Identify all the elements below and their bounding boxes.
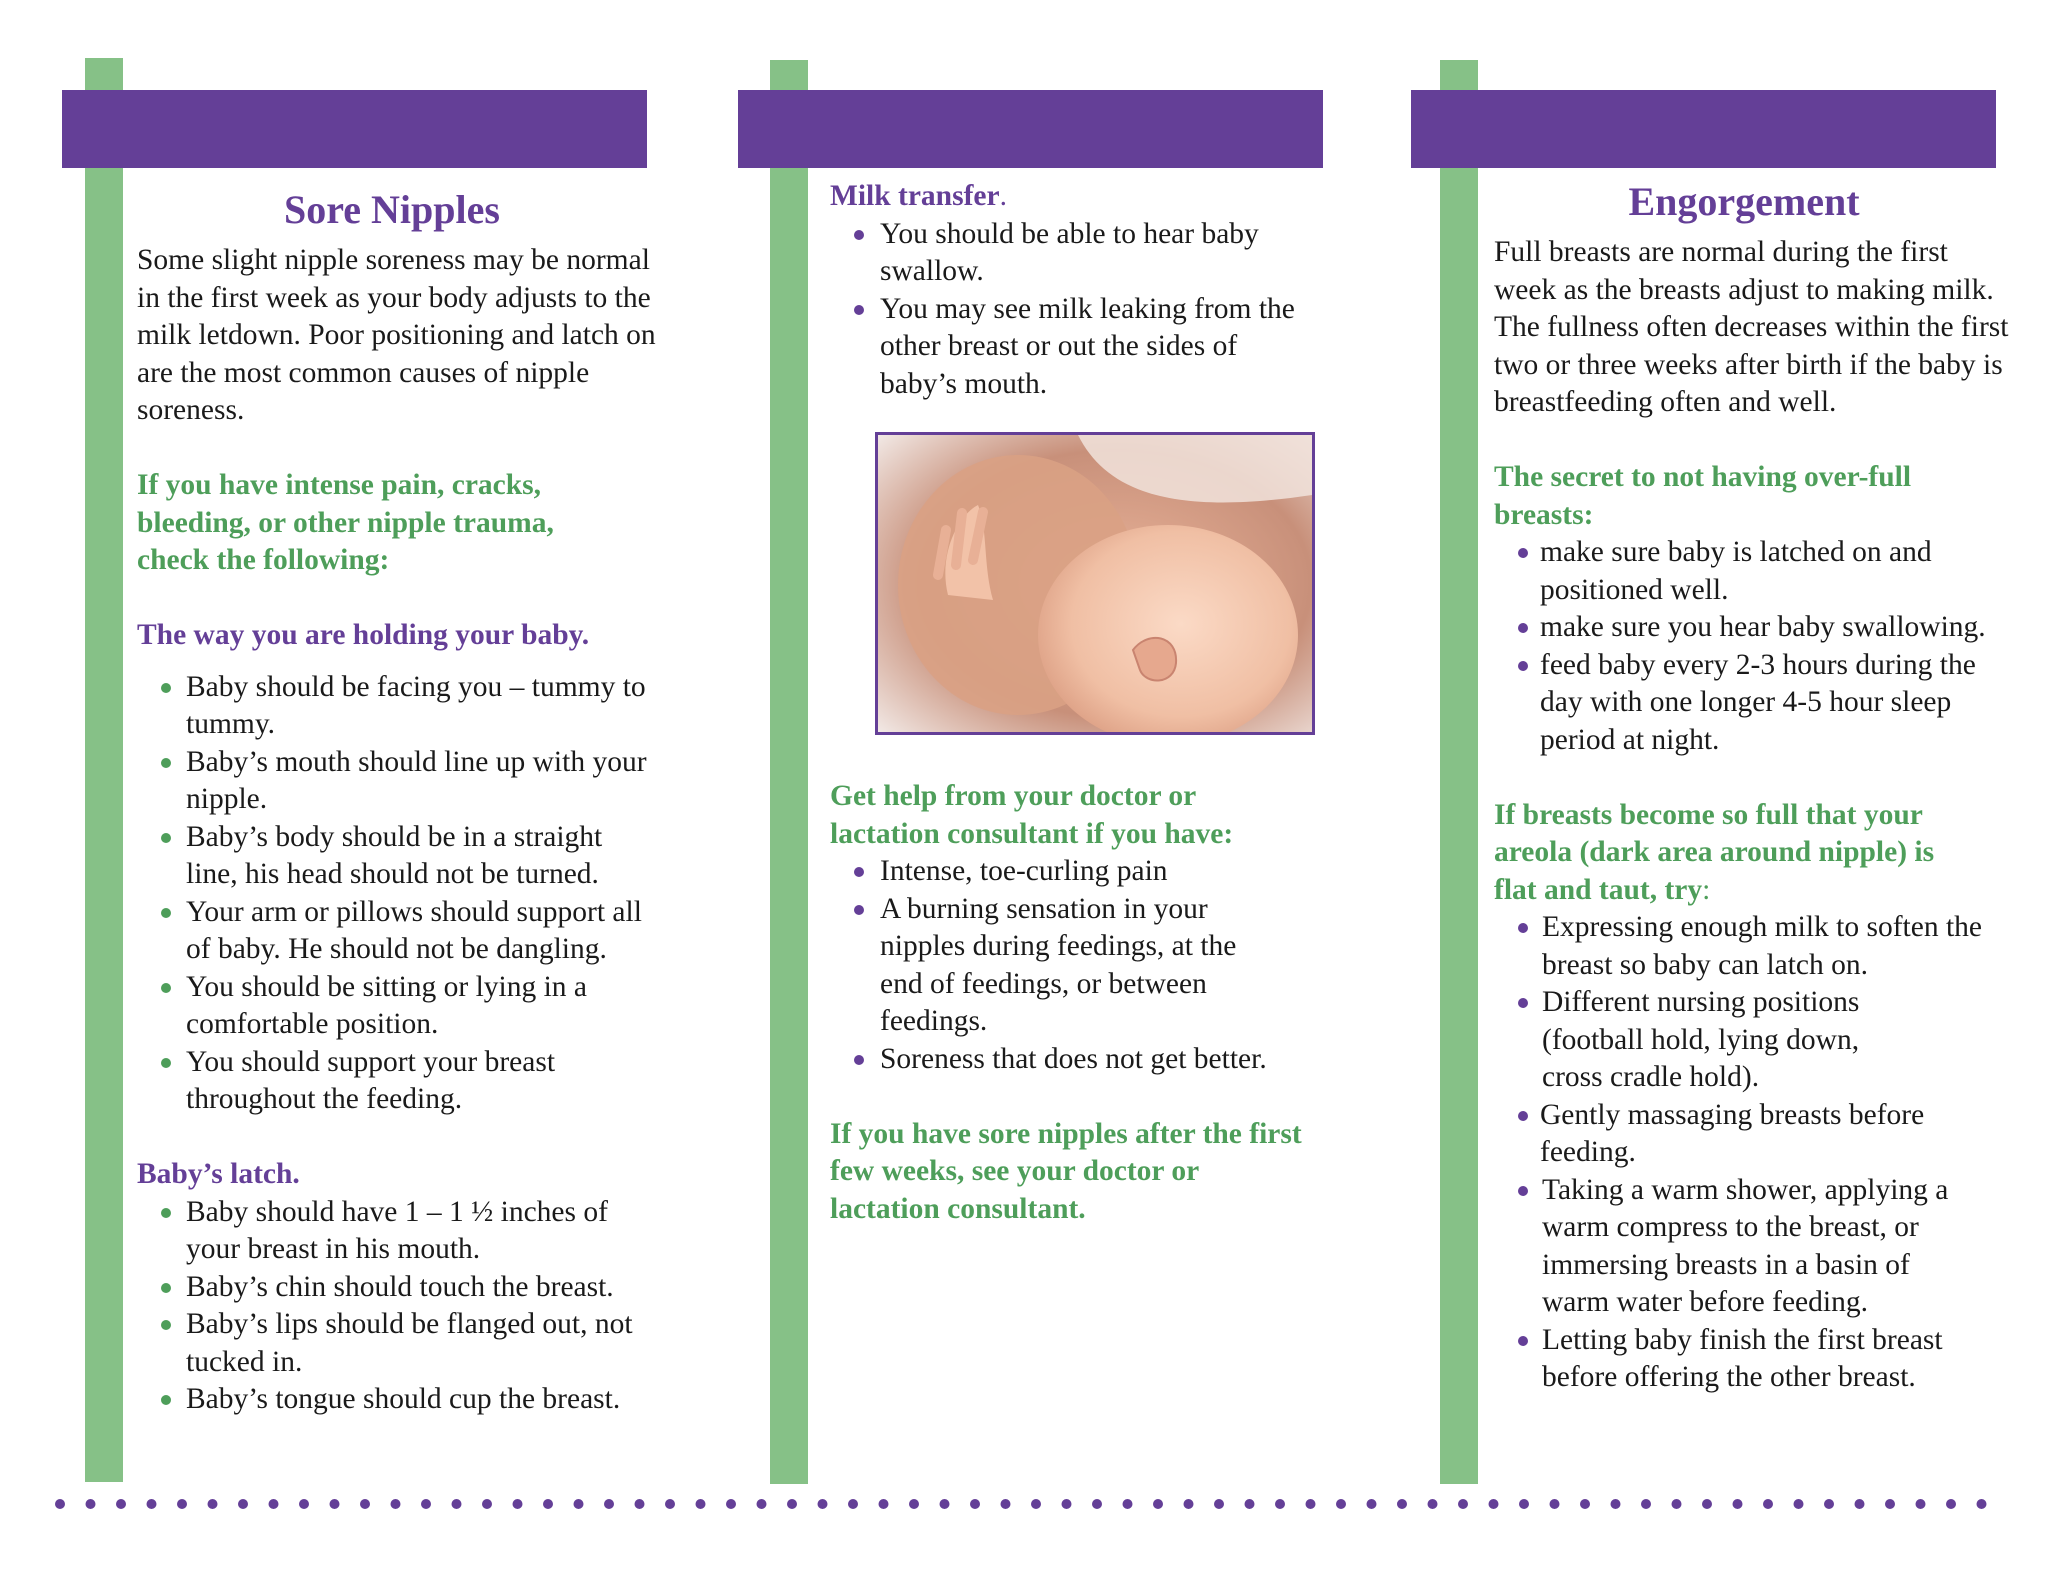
divider-dot bbox=[1946, 1499, 1956, 1509]
column-help bbox=[830, 778, 1320, 1228]
divider-dot bbox=[147, 1499, 157, 1509]
divider-dot bbox=[665, 1499, 675, 1509]
divider-dot bbox=[543, 1499, 553, 1509]
holding-heading: The way you are holding your baby. bbox=[137, 619, 590, 651]
divider-dot bbox=[1153, 1499, 1163, 1509]
divider-dot bbox=[1092, 1499, 1102, 1509]
green-bar-middle bbox=[770, 60, 808, 1484]
divider-dot bbox=[1214, 1499, 1224, 1509]
divider-dot bbox=[1458, 1499, 1468, 1509]
help-heading: Get help from your doctor or lactation consultant if you have: bbox=[830, 780, 1234, 850]
list-item: Letting baby finish the first breast before offering the other breast. bbox=[1494, 1322, 2014, 1397]
purple-band-left bbox=[62, 90, 647, 168]
purple-band-right bbox=[1411, 90, 1996, 168]
list-item: make sure you hear baby swallowing. bbox=[1494, 609, 2014, 647]
column-engorgement bbox=[1494, 178, 2014, 1397]
divider-dot bbox=[696, 1499, 706, 1509]
holding-list bbox=[137, 669, 657, 1119]
divider-dot bbox=[1702, 1499, 1712, 1509]
purple-band-middle bbox=[738, 90, 1323, 168]
list-item: A burning sensation in your nipples during feedings, at the end of feedings, or between feedings. bbox=[830, 891, 1240, 1041]
divider-dot bbox=[757, 1499, 767, 1509]
divider-dot bbox=[1794, 1499, 1804, 1509]
divider-dot bbox=[879, 1499, 889, 1509]
divider-dot bbox=[1580, 1499, 1590, 1509]
divider-dot bbox=[1824, 1499, 1834, 1509]
divider-dot bbox=[818, 1499, 828, 1509]
divider-dot bbox=[55, 1499, 65, 1509]
list-item: Baby’s mouth should line up with your nipple. bbox=[137, 744, 657, 819]
full-breasts-heading: If breasts become so full that your areola (dark area around nipple) is flat and taut, try: bbox=[1494, 798, 1935, 906]
divider-dot bbox=[1885, 1499, 1895, 1509]
divider-dot bbox=[909, 1499, 919, 1509]
divider-dot bbox=[1001, 1499, 1011, 1509]
divider-dot bbox=[1733, 1499, 1743, 1509]
trauma-alert: If you have intense pain, cracks, bleeding, or other nipple trauma, check the following: bbox=[137, 469, 554, 576]
divider-dot bbox=[1550, 1499, 1560, 1509]
divider-dot bbox=[1184, 1499, 1194, 1509]
divider-dot bbox=[726, 1499, 736, 1509]
divider-dot bbox=[1519, 1499, 1529, 1509]
list-item: Baby’s tongue should cup the breast. bbox=[137, 1381, 657, 1419]
list-item: You may see milk leaking from the other breast or out the sides of baby’s mouth. bbox=[830, 291, 1310, 404]
list-item: Baby should have 1 – 1 ½ inches of your breast in his mouth. bbox=[137, 1194, 657, 1269]
divider-dot bbox=[1489, 1499, 1499, 1509]
list-item: Taking a warm shower, applying a warm compress to the breast, or immersing breasts in a basin of warm water before feeding. bbox=[1494, 1172, 1962, 1322]
list-item: Intense, toe-curling pain bbox=[830, 853, 1290, 891]
list-item: Soreness that does not get better. bbox=[830, 1041, 1290, 1079]
green-bar-right bbox=[1440, 60, 1478, 1484]
divider-dot bbox=[1062, 1499, 1072, 1509]
divider-dot bbox=[787, 1499, 797, 1509]
divider-dot bbox=[360, 1499, 370, 1509]
divider-dot bbox=[1367, 1499, 1377, 1509]
divider-dot bbox=[238, 1499, 248, 1509]
engorgement-title: Engorgement bbox=[1628, 179, 1860, 224]
divider-dot bbox=[116, 1499, 126, 1509]
list-item: You should be sitting or lying in a comfortable position. bbox=[137, 969, 657, 1044]
divider-dot bbox=[86, 1499, 96, 1509]
breastfeeding-illustration bbox=[878, 435, 1312, 732]
list-item: Expressing enough milk to soften the breast so baby can latch on. bbox=[1494, 909, 2014, 984]
full-breasts-list bbox=[1494, 909, 2014, 1397]
divider-dot bbox=[1336, 1499, 1346, 1509]
help-list bbox=[830, 853, 1290, 1078]
divider-dot bbox=[1672, 1499, 1682, 1509]
divider-dot bbox=[848, 1499, 858, 1509]
list-item: make sure baby is latched on and positioned well. bbox=[1494, 534, 2014, 609]
list-item: Different nursing positions (football hold, lying down, cross cradle hold). bbox=[1494, 984, 1902, 1097]
column-milk-transfer bbox=[830, 178, 1320, 403]
list-item: You should be able to hear baby swallow. bbox=[830, 216, 1310, 291]
list-item: feed baby every 2-3 hours during the day with one longer 4-5 hour sleep period at night. bbox=[1494, 647, 2014, 760]
divider-dot bbox=[1641, 1499, 1651, 1509]
sore-nipples-intro: Some slight nipple soreness may be normal in the first week as your body adjusts to the milk letdown. Poor positioning and latch on are the most common causes of nipple soreness. bbox=[137, 244, 656, 426]
divider-dot bbox=[1275, 1499, 1285, 1509]
divider-dot bbox=[1763, 1499, 1773, 1509]
divider-dot bbox=[269, 1499, 279, 1509]
green-bar-left bbox=[85, 58, 123, 1482]
list-item: Baby’s chin should touch the breast. bbox=[137, 1269, 657, 1307]
closing-note: If you have sore nipples after the first few weeks, see your doctor or lactation consultant. bbox=[830, 1117, 1302, 1225]
dotted-divider bbox=[0, 1494, 2048, 1514]
divider-dot bbox=[299, 1499, 309, 1509]
divider-dot bbox=[1916, 1499, 1926, 1509]
engorgement-intro: Full breasts are normal during the first week as the breasts adjust to making milk. The fullness often decreases within the first two or three weeks after birth if the baby is breastfeeding often and well. bbox=[1494, 236, 2009, 418]
divider-dot bbox=[940, 1499, 950, 1509]
list-item: Your arm or pillows should support all of baby. He should not be dangling. bbox=[137, 894, 657, 969]
latch-heading: Baby’s latch. bbox=[137, 1158, 300, 1190]
list-item: Gently massaging breasts before feeding. bbox=[1494, 1097, 2014, 1172]
latch-list bbox=[137, 1194, 657, 1419]
divider-dot bbox=[1123, 1499, 1133, 1509]
divider-dot bbox=[421, 1499, 431, 1509]
list-item: You should support your breast throughout the feeding. bbox=[137, 1044, 657, 1119]
divider-dot bbox=[330, 1499, 340, 1509]
breastfeeding-photo bbox=[875, 432, 1315, 735]
list-item: Baby should be facing you – tummy to tummy. bbox=[137, 669, 657, 744]
divider-dot bbox=[177, 1499, 187, 1509]
divider-dot bbox=[1855, 1499, 1865, 1509]
list-item: Baby’s lips should be flanged out, not tucked in. bbox=[137, 1306, 657, 1381]
divider-dot bbox=[604, 1499, 614, 1509]
divider-dot bbox=[391, 1499, 401, 1509]
divider-dot bbox=[482, 1499, 492, 1509]
divider-dot bbox=[970, 1499, 980, 1509]
divider-dot bbox=[1031, 1499, 1041, 1509]
divider-dot bbox=[513, 1499, 523, 1509]
list-item: Baby’s body should be in a straight line, his head should not be turned. bbox=[137, 819, 657, 894]
divider-dot bbox=[452, 1499, 462, 1509]
secret-heading: The secret to not having over-full breasts: bbox=[1494, 461, 1912, 531]
sore-nipples-title: Sore Nipples bbox=[284, 187, 500, 232]
divider-dot bbox=[1428, 1499, 1438, 1509]
divider-dot bbox=[574, 1499, 584, 1509]
divider-dot bbox=[1977, 1499, 1987, 1509]
divider-dot bbox=[1245, 1499, 1255, 1509]
milk-transfer-heading: Milk transfer. bbox=[830, 180, 1007, 212]
milk-transfer-list bbox=[830, 216, 1310, 404]
column-sore-nipples bbox=[137, 186, 657, 1419]
divider-dot bbox=[208, 1499, 218, 1509]
secret-list bbox=[1494, 534, 2014, 759]
divider-dot bbox=[635, 1499, 645, 1509]
divider-dot bbox=[1397, 1499, 1407, 1509]
divider-dot bbox=[1306, 1499, 1316, 1509]
divider-dot bbox=[1611, 1499, 1621, 1509]
